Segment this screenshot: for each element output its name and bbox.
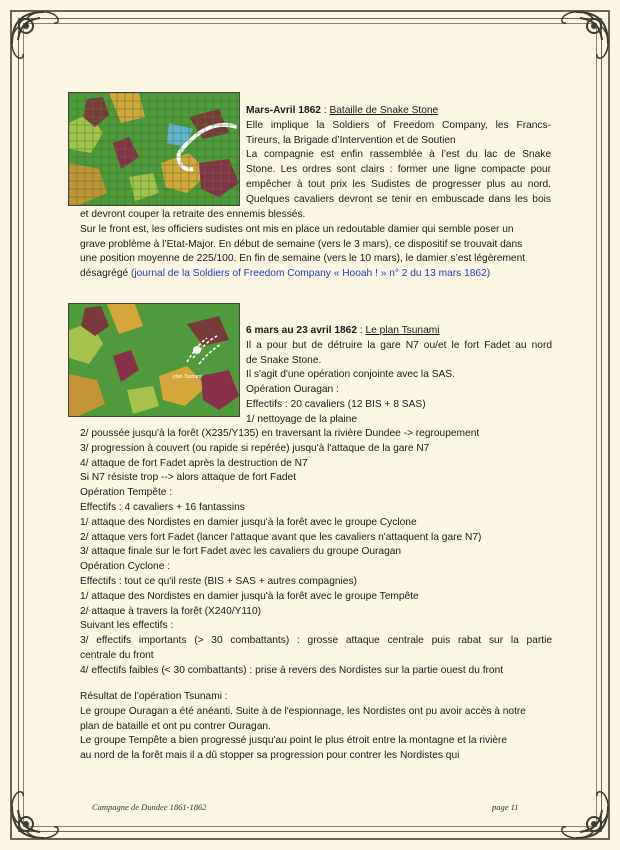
section2-line: 1/ nettoyage de la plaine [246,413,358,425]
section2-line: 4/ attaque de fort Fadet après la destruction de N7 [80,457,308,469]
section1-line: empêcher à tout prix les Sudistes de progresser plus au nord. [246,178,551,190]
section1-block [246,104,551,208]
section1-fullwidth [80,208,552,282]
section2-line: 1/ attaque des Nordistes en damier jusqu'à la forêt avec le groupe Cyclone [80,516,417,528]
section2-line: 4/ effectifs faibles (< 30 combattants) : prise à revers des Nordistes sur la partie ouest du front [80,664,504,676]
result-line: plan de bataille et ont pu contrer Ouragan. [80,720,271,732]
section2-line: 3/ effectifs importants (> 30 combattants) : grosse attaque centrale puis rabat sur la partie [80,635,552,647]
section1-line: Tireurs, la Brigade d’Intervention et de Soutien [246,134,456,146]
ornament-corner-icon [4,776,74,846]
section2-line: Suivant les effectifs : [80,620,174,632]
section2-line: 3/ attaque finale sur le fort Fadet avec les cavaliers du groupe Ouragan [80,546,402,558]
section1-line: une position moyenne de 225/100. En fin de semaine (vers le 10 mars), le damier s’est légèrement [80,253,526,265]
section2-line: 2/ poussée jusqu'à la forêt (X235/Y135) en traversant la rivière Dundee -> regroupement [80,428,480,439]
section1-last-line: désagrégé (journal de la Soldiers of Freedom Company « Hooah ! » n° 2 du 13 mars 1862) [80,268,491,280]
ornament-corner-icon [546,4,616,74]
section1-line: La compagnie est enfin rassemblée à l’est du lac de Snake [246,149,551,161]
map-snake-stone [68,92,240,206]
section2-line: Effectifs : 4 cavaliers + 16 fantassins [80,501,245,513]
section1-line: Elle implique la Soldiers of Freedom Company, les Francs- [246,119,551,131]
result-line: Le groupe Tempête a bien progressé jusqu'au point le plus étroit entre la montagne et la rivière [80,735,508,747]
result-block [80,690,552,764]
ornament-corner-icon [4,4,74,74]
section1-line: Stone. Les ordres sont clairs : former une ligne compacte pour [246,164,551,176]
footer-title: Campagne de Dundee 1861-1862 [92,802,207,812]
section2-line: Si N7 résiste trop --> alors attaque de fort Fadet [80,472,297,484]
section2-line: Il s'agit d'une opération conjointe avec la SAS. [246,369,455,381]
section2-line: Opération Tempête : [80,487,173,499]
section1-line: Sur le front est, les officiers sudistes ont mis en place un redoutable damier qui semble poser un [80,223,514,235]
section2-line: centrale du front [80,649,154,661]
section1-title: Bataille de Snake Stone [329,105,439,116]
section2-line: Opération Ouragan : [246,384,339,396]
result-line: au nord de la forêt mais il a dû stopper sa progression pour contrer les Nordistes qui [80,750,460,762]
section1-line: grave problème à l’Etat-Major. En début de semaine (vers le 3 mars), ce dispositif se trouvait dans [80,238,523,250]
section2-date: 6 mars au 23 avril 1862 [246,325,358,336]
section2-line: 2/ attaque à travers la forêt (X240/Y110) [80,605,262,617]
result-line: Le groupe Ouragan a été anéanti. Suite à de l'espionnage, les Nordistes ont pu avoir accès à notre [80,705,526,717]
map-plan-tsunami [68,303,240,417]
section2-block [246,324,552,428]
section1-line: et devront couper la retraite des ennemis blessés. [80,209,306,220]
section2-line: 3/ progression à couvert (ou rapide si repérée) jusqu'à l'attaque de la gare N7 [80,442,430,454]
ornament-corner-icon [546,776,616,846]
section2-line: de Snake Stone. [246,354,322,366]
journal-reference: (journal de la Soldiers of Freedom Company « Hooah ! » n° 2 du 13 mars 1862) [130,268,491,280]
section2-fullwidth [80,427,552,679]
result-title: Résultat de l’opération Tsunami : [80,691,228,702]
section1-date: Mars-Avril 1862 [246,105,321,116]
section2-title: Le plan Tsunami [365,325,440,336]
section2-line: Il a pour but de détruire la gare N7 ou/et le fort Fadet au nord [246,339,552,351]
section1-heading: Mars-Avril 1862 : Bataille de Snake Stone [246,105,439,116]
map-label: plan Tsunami [173,374,203,380]
section1-line: Quelques cavaliers devront se tenir en embuscade dans les bois [246,193,551,205]
section2-line: 2/ attaque vers fort Fadet (lancer l'attaque avant que les cavaliers n'attaquent la gare N7) [80,531,482,543]
section2-line: Effectifs : 20 cavaliers (12 BIS + 8 SAS) [246,398,426,410]
section2-line: Effectifs : tout ce qu'il reste (BIS + SAS + autres compagnies) [80,575,357,587]
section2-heading: 6 mars au 23 avril 1862 : Le plan Tsunami [246,325,440,336]
section2-line: Opération Cyclone : [80,561,171,573]
section2-line: 1/ attaque des Nordistes en damier jusqu'à la forêt avec le groupe Tempête [80,590,419,602]
page-number: page 11 [492,802,519,812]
